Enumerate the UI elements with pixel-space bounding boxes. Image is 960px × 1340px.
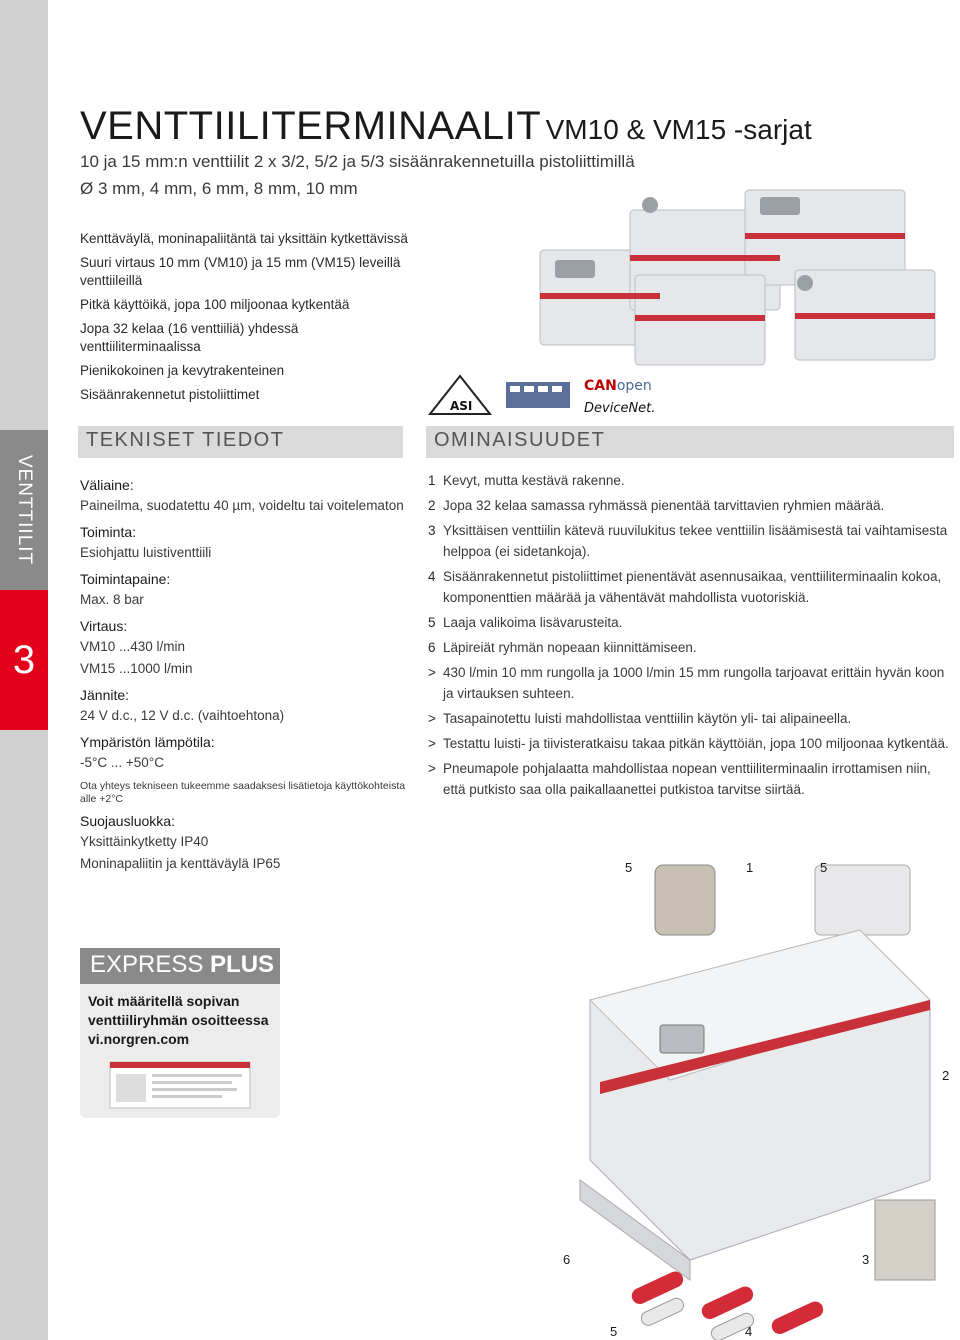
property-bullet: >: [428, 761, 436, 776]
property-item: [428, 495, 953, 516]
express-plus-box[interactable]: [80, 948, 280, 1118]
section-tab[interactable]: [0, 430, 48, 590]
callout-number: 5: [820, 860, 828, 875]
subtitle-valves: 10 ja 15 mm:n venttiilit 2 x 3/2, 5/2 ja 5/3 sisäänrakennetuilla pistoliittimillä: [80, 152, 635, 171]
asi-logo: ASI: [450, 399, 473, 413]
feature-list: [80, 230, 420, 410]
property-text: Kevyt, mutta kestävä rakenne.: [443, 473, 625, 488]
express-plus-title: EXPRESS PLUS: [80, 948, 280, 984]
property-item: [428, 708, 953, 729]
property-number: 4: [428, 569, 436, 584]
valve-terminal-detail-photo: [560, 850, 960, 1340]
svg-text:CANopen: [584, 378, 652, 394]
callout-number: 5: [610, 1324, 618, 1339]
spec-label: Jännite:: [80, 687, 130, 703]
property-text: Testattu luisti- ja tiivisteratkaisu takaa pitkän käyttöiän, jopa 100 miljoonaa kytkentää.: [443, 736, 949, 751]
spec-note: Ota yhteys tekniseen tukeemme saadaksesi lisätietoja käyttökohteista alle +2°C: [80, 780, 406, 805]
property-bullet: >: [428, 736, 436, 751]
canopen-logo-open: open: [616, 378, 652, 394]
property-number: 6: [428, 640, 436, 655]
page-title-main: VENTTIILITERMINAALIT: [80, 104, 542, 148]
spec-value: Paineilma, suodatettu 40 µm, voideltu tai voitelematon: [80, 498, 404, 513]
property-item: [428, 612, 953, 633]
property-item: [428, 566, 953, 608]
property-text: Yksittäisen venttiilin kätevä ruuvilukitus tekee venttiilin lisäämisestä tai vaihtamisesta helppoa (ei sidetankoja).: [443, 523, 948, 559]
feature-item: Suuri virtaus 10 mm (VM10) ja 15 mm (VM15) leveillä venttiileillä: [80, 255, 401, 288]
callout-number: 6: [563, 1252, 571, 1267]
spec-value: -5°C ... +50°C: [80, 755, 164, 770]
section-number: 3: [0, 590, 48, 730]
fieldbus-logos: [428, 372, 668, 416]
callout-number: 5: [625, 860, 633, 875]
property-number: 5: [428, 615, 436, 630]
property-item: [428, 758, 953, 800]
property-number: 1: [428, 473, 436, 488]
express-plus-text: Voit määritellä sopivan venttiiliryhmän osoitteessa vi.norgren.com: [88, 993, 269, 1047]
property-number: 2: [428, 498, 436, 513]
subtitle-sizes: Ø 3 mm, 4 mm, 6 mm, 8 mm, 10 mm: [80, 179, 358, 198]
configurator-screenshot-icon: [90, 1058, 270, 1110]
property-bullet: >: [428, 665, 436, 680]
page-title-series: VM10 & VM15 -sarjat: [545, 114, 812, 145]
spec-label: Virtaus:: [80, 618, 128, 634]
spec-label: Toiminta:: [80, 524, 137, 540]
spec-label: Suojausluokka:: [80, 813, 175, 829]
section-header-technical: TEKNISET TIEDOT: [78, 426, 403, 458]
spec-value: Moninapaliitin ja kenttäväylä IP65: [80, 856, 281, 871]
sidebar: [0, 0, 48, 1340]
property-text: 430 l/min 10 mm rungolla ja 1000 l/min 15 mm rungolla tarjoavat erittäin hyvän koon ja virtauksen suhteen.: [443, 665, 945, 701]
property-item: [428, 733, 953, 754]
spec-value: Esiohjattu luistiventtiili: [80, 545, 212, 560]
property-item: [428, 637, 953, 658]
spec-label: Väliaine:: [80, 477, 134, 493]
callout-number: 3: [862, 1252, 870, 1267]
property-item: [428, 520, 953, 562]
property-text: Sisäänrakennetut pistoliittimet pienentävät asennusaikaa, venttiiliterminaalin kokoa, komponenttien määrää ja vähentävät mahdollista vuotoriskiä.: [443, 569, 942, 605]
feature-item: Sisäänrakennetut pistoliittimet: [80, 387, 260, 402]
feature-item: Jopa 32 kelaa (16 venttiiliä) yhdessä venttiiliterminaalissa: [80, 321, 299, 354]
page-title: [80, 104, 812, 149]
spec-value: 24 V d.c., 12 V d.c. (vaihtoehtona): [80, 708, 285, 723]
section-header-features: OMINAISUUDET: [426, 426, 954, 458]
spec-value: Max. 8 bar: [80, 592, 144, 607]
property-item: [428, 662, 953, 704]
devicenet-logo: DeviceNet.: [584, 401, 656, 416]
section-tab-label: VENTTIILIT: [14, 454, 35, 566]
callout-number: 1: [746, 860, 754, 875]
property-item: [428, 470, 953, 491]
valve-terminal-photo: [535, 175, 940, 375]
spec-value: Yksittäinkytketty IP40: [80, 834, 209, 849]
feature-properties: [428, 470, 953, 804]
property-text: Laaja valikoima lisävarusteita.: [443, 615, 623, 630]
callout-number: 4: [745, 1324, 753, 1339]
property-bullet: >: [428, 711, 436, 726]
feature-item: Kenttäväylä, moninapaliitäntä tai yksittäin kytkettävissä: [80, 231, 408, 246]
feature-item: Pienikokoinen ja kevytrakenteinen: [80, 363, 285, 378]
spec-label: Toimintapaine:: [80, 571, 171, 587]
property-number: 3: [428, 523, 436, 538]
profibus-logo-icon: [506, 382, 570, 408]
property-text: Läpireiät ryhmän nopeaan kiinnittämiseen.: [443, 640, 697, 655]
spec-value: VM15 ...1000 l/min: [80, 661, 193, 676]
canopen-logo-can: CAN: [584, 378, 617, 394]
property-text: Jopa 32 kelaa samassa ryhmässä pienentää tarvittavien ryhmien määrää.: [443, 498, 885, 513]
feature-item: Pitkä käyttöikä, jopa 100 miljoonaa kytkentää: [80, 297, 350, 312]
spec-value: VM10 ...430 l/min: [80, 639, 186, 654]
property-text: Pneumapole pohjalaatta mahdollistaa nopean venttiiliterminaalin irrottamisen niin, että putkisto saa olla paikallaanettei putkistoa tarvitse siirtää.: [443, 761, 931, 797]
spec-label: Ympäristön lämpötila:: [80, 734, 215, 750]
property-text: Tasapainotettu luisti mahdollistaa venttiilin käytön yli- tai alipaineella.: [443, 711, 852, 726]
technical-data: [80, 470, 410, 875]
callout-number: 2: [942, 1068, 950, 1083]
